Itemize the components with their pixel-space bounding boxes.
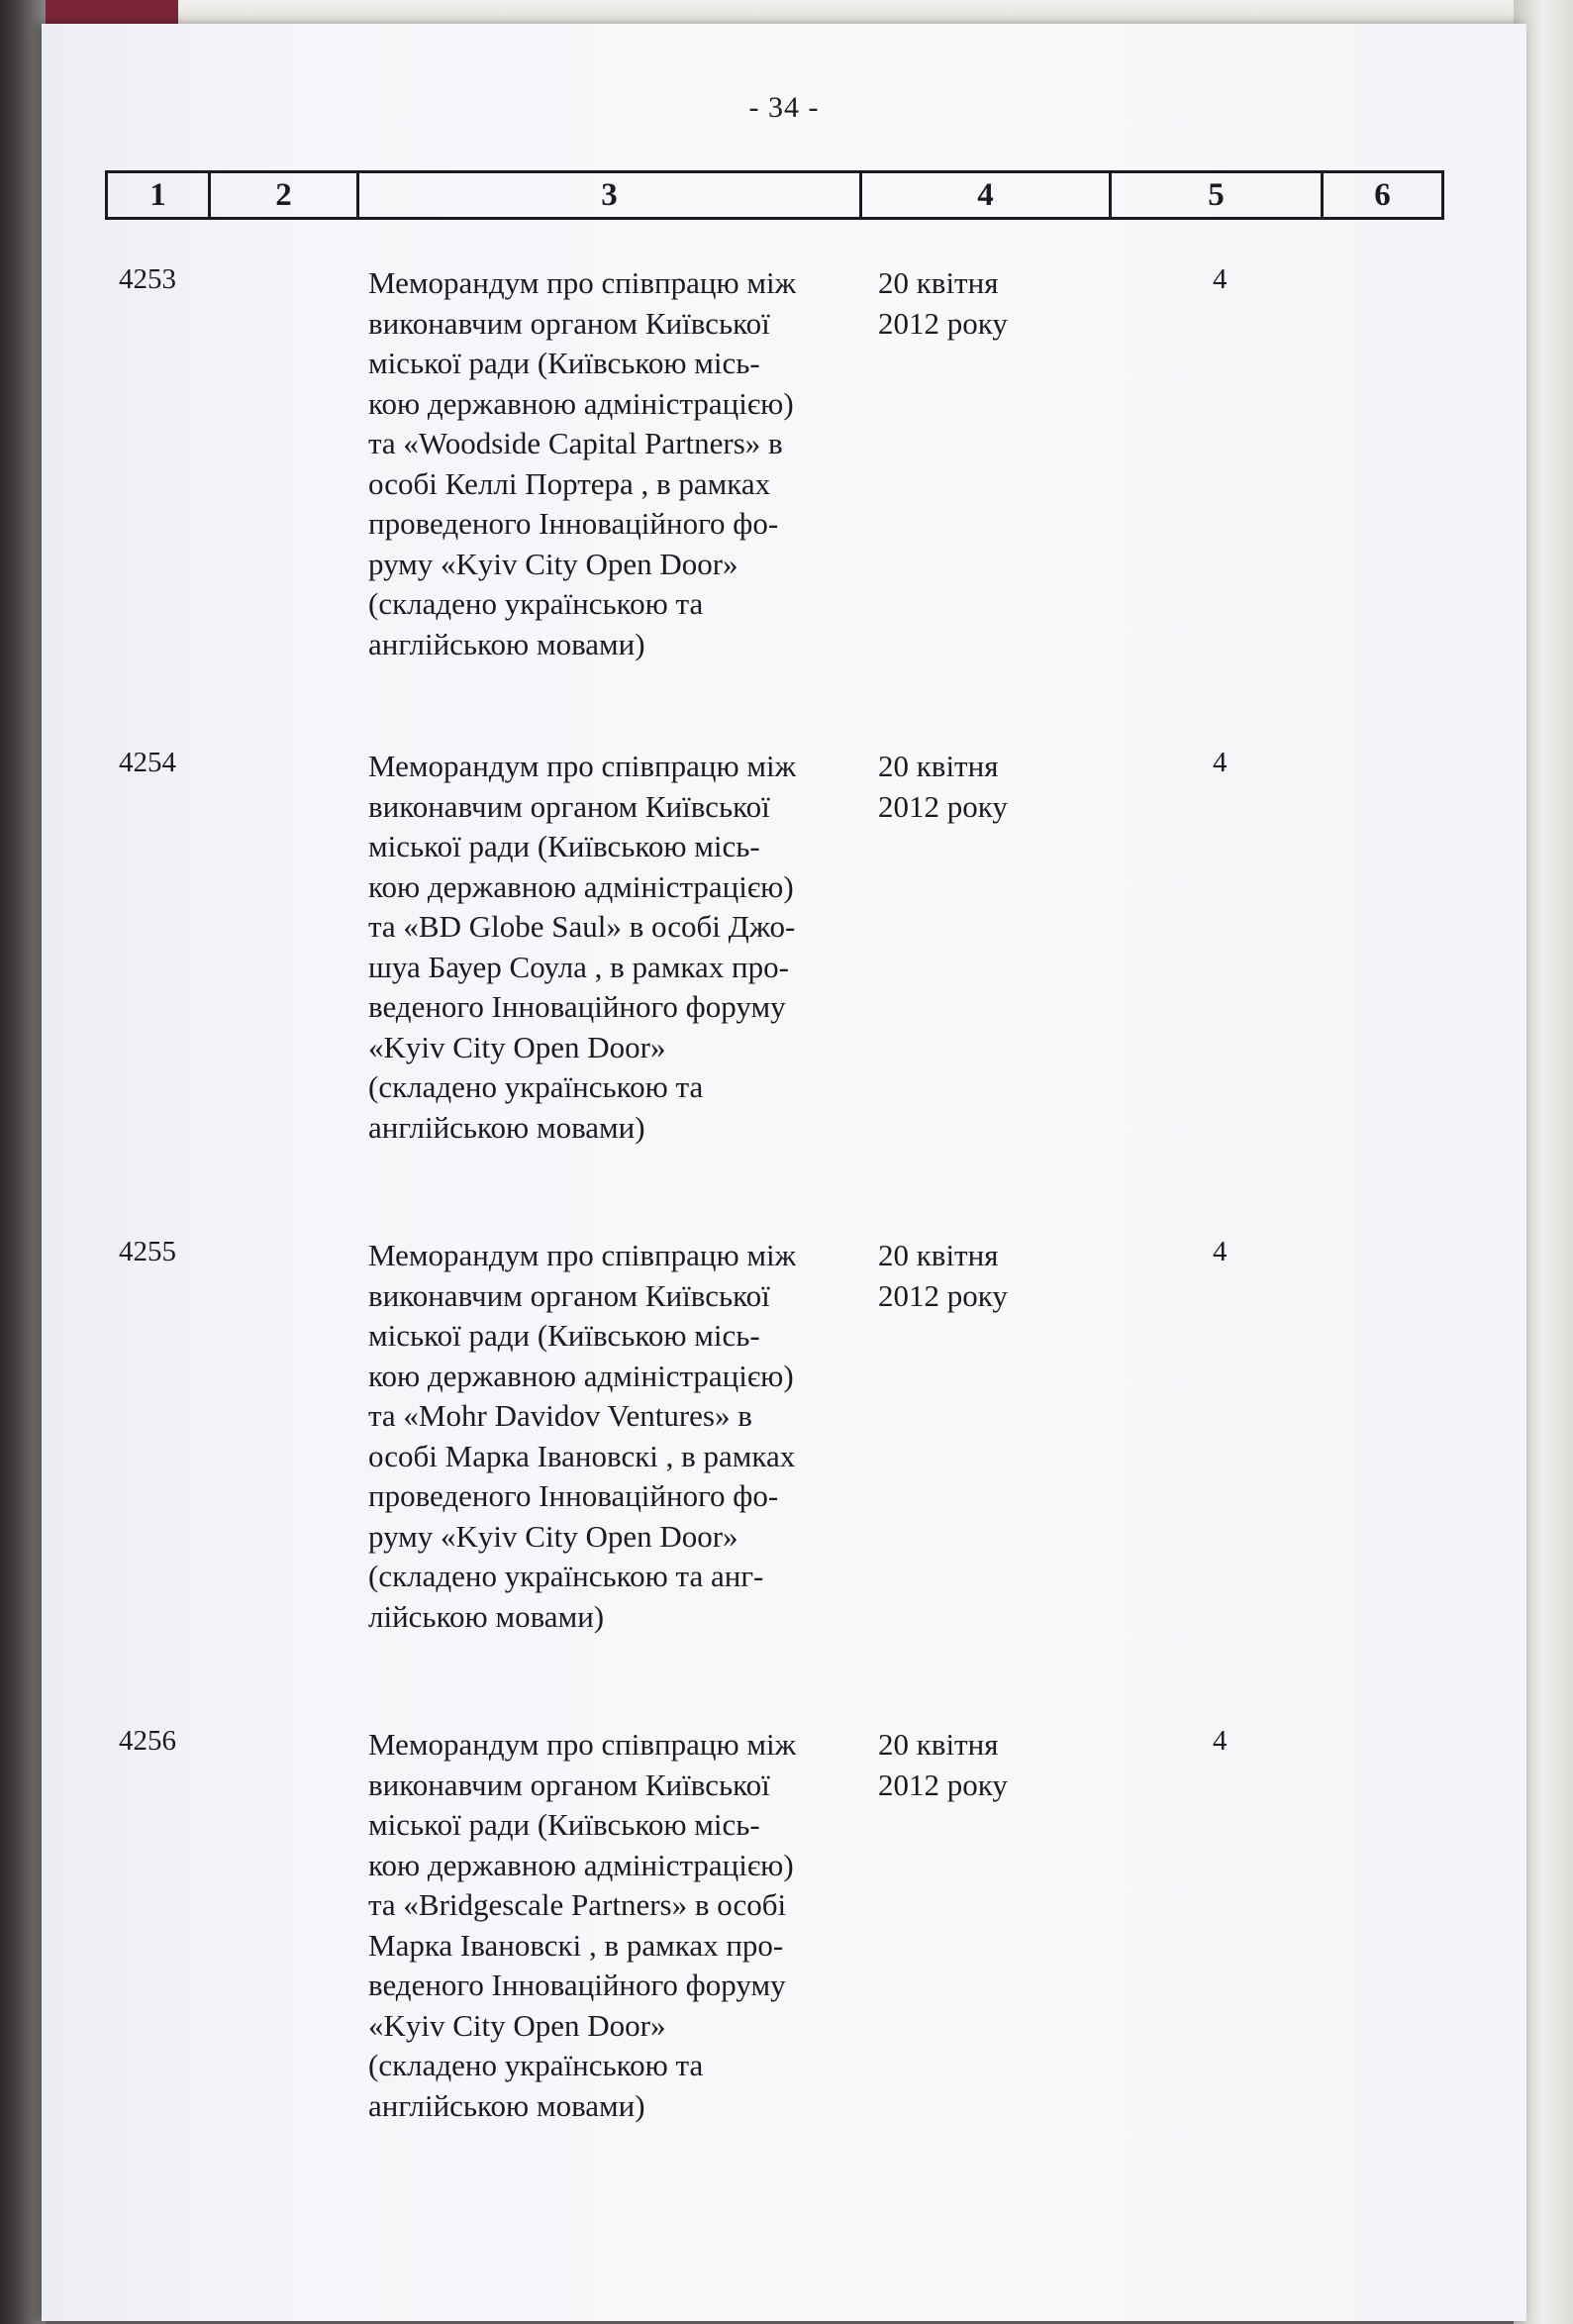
entry-title-line: (складено українською та анг- [368,1559,764,1593]
entry-date [878,1725,1008,1805]
entry-title-line: виконавчим органом Київської [368,1767,770,1802]
entry-title-line: проведеного Інноваційного фо- [368,1478,779,1513]
entry-title-line: та «BD Globe Saul» в особі Джо- [368,909,796,944]
entry-title-line: «Kyiv City Open Door» [368,2007,666,2043]
entry-date-line: 2012 року [878,788,1008,824]
column-header-4: 4 [861,172,1111,219]
entry-title-line: та «Bridgescale Partners» в особі [368,1887,787,1922]
entry-title-line: особі Марка Івановскі , в рамках [368,1438,796,1473]
entry-title-line: кою державною адміністрацією) [368,1847,794,1882]
entry-title-line: кою державною адміністрацією) [368,385,794,421]
entry-date-line: 20 квітня [878,1238,999,1272]
entry-title-line: «Kyiv City Open Door» [368,1029,666,1064]
entry-title-line: та «Woodside Capital Partners» в [368,426,783,460]
entry-title-line: (складено українською та [368,586,704,621]
entry-title-line: кою державною адміністрацією) [368,868,794,904]
entry-title-line: шуа Бауер Соула , в рамках про- [368,949,789,984]
entry-number: 4253 [119,263,176,295]
entry-title-line: лійською мовами) [368,1598,605,1634]
entry-date-line: 20 квітня [878,265,999,300]
entry-title-line: Меморандум про співпрацю між [368,265,797,300]
entry-title-line: англійською мовами) [368,2087,645,2123]
entry-date [878,747,1008,827]
entry-page-count: 4 [1213,1236,1228,1267]
entry-title-line: виконавчим органом Київської [368,1277,770,1313]
entry-date-line: 2012 року [878,1277,1008,1313]
entry-date-line: 2012 року [878,1767,1008,1802]
column-header-2: 2 [210,172,358,219]
entry-title-line: веденого Інноваційного форуму [368,989,786,1024]
column-header-6: 6 [1323,172,1443,219]
column-header-1: 1 [107,172,210,219]
entry-page-count: 4 [1213,263,1228,295]
entry-date-line: 2012 року [878,305,1008,341]
column-header-row [107,172,1443,219]
entry-title [368,1725,883,2126]
entry-title [368,263,883,664]
entry-title-line: міської ради (Київською місь- [368,346,760,380]
entry-title-line: виконавчим органом Київської [368,788,770,824]
entry-title-line: міської ради (Київською місь- [368,829,760,863]
entry-title-line: руму «Kyiv City Open Door» [368,546,738,581]
entry-title-line: міської ради (Київською місь- [368,1807,760,1842]
entry-title-line: англійською мовами) [368,626,645,661]
entry-title-line: руму «Kyiv City Open Door» [368,1518,738,1554]
entry-title-line: кою державною адміністрацією) [368,1358,794,1393]
entry-title-line: веденого Інноваційного форуму [368,1968,786,2002]
entry-title-line: та «Mohr Davidov Ventures» в [368,1398,752,1433]
entry-title [368,747,883,1148]
entry-title-line: особі Келлі Портера , в рамках [368,465,771,501]
entry-number: 4254 [119,747,176,778]
entry-page-count: 4 [1213,1725,1228,1757]
entry-title-line: англійською мовами) [368,1109,645,1145]
entry-title-line: (складено українською та [368,2048,704,2082]
entry-number: 4255 [119,1236,176,1267]
entry-title-line: Меморандум про співпрацю між [368,1238,797,1272]
backdrop-left [0,0,46,2324]
column-header-5: 5 [1111,172,1323,219]
entry-page-count: 4 [1213,747,1228,778]
entry-title-line: міської ради (Київською місь- [368,1318,760,1353]
entry-date-line: 20 квітня [878,1727,999,1762]
page-number: - 34 - [748,91,820,124]
document-page [42,24,1526,2321]
entry-number: 4256 [119,1725,176,1757]
entry-title-line: (складено українською та [368,1069,704,1104]
entry-title-line: Марка Івановскі , в рамках про- [368,1927,784,1963]
entry-title-line: виконавчим органом Київської [368,305,770,341]
column-header-table [105,170,1444,220]
entry-title-line: Меморандум про співпрацю між [368,749,797,783]
entry-title-line: Меморандум про співпрацю між [368,1727,797,1762]
entry-date-line: 20 квітня [878,749,999,783]
entry-title [368,1236,883,1637]
entry-date [878,1236,1008,1316]
column-header-3: 3 [358,172,861,219]
entry-date [878,263,1008,344]
entry-title-line: проведеного Інноваційного фо- [368,506,779,541]
